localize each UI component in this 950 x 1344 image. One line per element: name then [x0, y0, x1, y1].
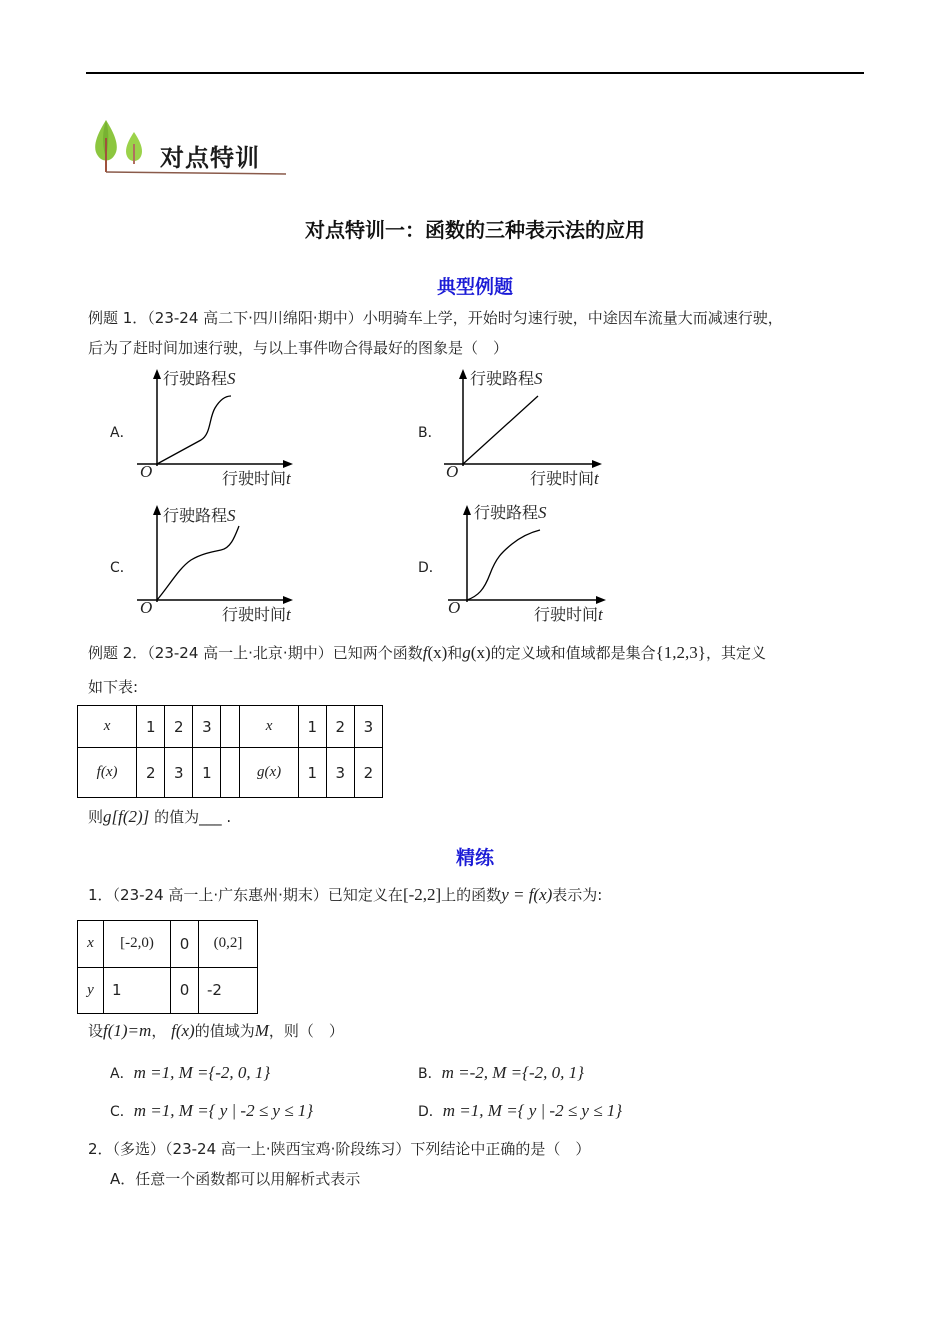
example1-text	[88, 303, 783, 363]
table-cell: 2	[354, 748, 382, 798]
practice-q1-question: 设f(1)=m， f(x)的值域为M，则（ ）	[88, 1021, 344, 1040]
table-cell: 0	[171, 921, 199, 968]
graph-b-ylabel: 行驶路程S	[470, 369, 543, 388]
table-cell: 3	[193, 706, 221, 748]
table-cell: 3	[326, 748, 354, 798]
table-cell: 1	[298, 748, 326, 798]
q1-option-c[interactable]: C．m =1, M ={ y | -2 ≤ y ≤ 1}	[110, 1101, 314, 1120]
example2-line1: 例题 2．（23-24 高一上·北京·期中）已知两个函数f(x)和g(x)的定义域和值域都是集合{1,2,3}，其定义	[88, 643, 766, 662]
graph-c-ylabel: 行驶路程S	[163, 506, 236, 525]
table-cell: (0,2]	[199, 921, 258, 968]
table-spacer-cell	[221, 706, 240, 748]
table-cell: 1	[298, 706, 326, 748]
graph-a-ylabel: 行驶路程S	[163, 369, 236, 388]
graph-b-xlabel: 行驶时间t	[530, 469, 599, 488]
graph-c-origin: O	[140, 598, 153, 617]
piecewise-table	[77, 920, 258, 1014]
function-table-fg	[77, 705, 383, 798]
practice-q1-text: 1．（23-24 高一上·广东惠州·期末）已知定义在[-2,2]上的函数y = f(x)表示为:	[88, 885, 603, 904]
table-spacer-cell	[221, 748, 240, 798]
table-cell: 2	[137, 748, 165, 798]
example2-line2: 如下表:	[88, 678, 139, 696]
header-rule	[86, 72, 864, 74]
option-d-label[interactable]: D．	[418, 560, 443, 576]
table-cell: x	[78, 921, 104, 968]
table-cell: 0	[171, 967, 199, 1014]
q1-option-b[interactable]: B．m =-2, M ={-2, 0, 1}	[418, 1063, 584, 1082]
q2-option-a[interactable]: A．任意一个函数都可以用解析式表示	[110, 1170, 361, 1188]
table-cell: 2	[326, 706, 354, 748]
graph-d-xlabel: 行驶时间t	[534, 605, 603, 624]
practice-heading: 精练	[455, 847, 494, 869]
graph-b-origin: O	[446, 462, 459, 481]
option-c-label[interactable]: C．	[110, 560, 134, 576]
table-cell: -2	[199, 967, 258, 1014]
table-cell: 1	[104, 967, 171, 1014]
graph-c-xlabel: 行驶时间t	[222, 605, 291, 624]
table-cell: 3	[165, 748, 193, 798]
graph-d-ylabel: 行驶路程S	[474, 503, 547, 522]
table-cell: 2	[165, 706, 193, 748]
table-cell: 1	[137, 706, 165, 748]
q1-option-a[interactable]: A．m =1, M ={-2, 0, 1}	[110, 1063, 271, 1082]
practice-q2-text: 2．（多选）（23-24 高一上·陕西宝鸡·阶段练习）下列结论中正确的是（ ）	[88, 1140, 591, 1158]
table-cell: 3	[354, 706, 382, 748]
table-cell: f(x)	[78, 748, 137, 798]
typical-examples-heading: 典型例题	[436, 276, 513, 298]
graph-d-origin: O	[448, 598, 461, 617]
example2-question: 则g[f(2)] 的值为___ .	[88, 807, 232, 826]
banner-title: 对点特训	[160, 144, 260, 172]
graph-a-origin: O	[140, 462, 153, 481]
answer-blank[interactable]: ___	[199, 808, 222, 826]
example1-line2: 后为了赶时间加速行驶，与以上事件吻合得最好的图象是（ ）	[88, 339, 509, 357]
example2-text	[88, 638, 766, 702]
table-cell: x	[240, 706, 298, 748]
example1-line1: 例题 1．（23-24 高二下·四川绵阳·期中）小明骑车上学，开始时匀速行驶，中途因车流量大而减速行驶，	[88, 309, 783, 327]
table-cell: 1	[193, 748, 221, 798]
table-cell: [-2,0)	[104, 921, 171, 968]
option-a-label[interactable]: A．	[110, 425, 134, 441]
graph-a-xlabel: 行驶时间t	[222, 469, 291, 488]
table-cell: g(x)	[240, 748, 298, 798]
table-cell: y	[78, 967, 104, 1014]
section-title: 对点特训一：函数的三种表示法的应用	[305, 218, 645, 242]
option-b-label[interactable]: B．	[418, 425, 442, 441]
table-cell: x	[78, 706, 137, 748]
q1-option-d[interactable]: D．m =1, M ={ y | -2 ≤ y ≤ 1}	[418, 1101, 623, 1120]
